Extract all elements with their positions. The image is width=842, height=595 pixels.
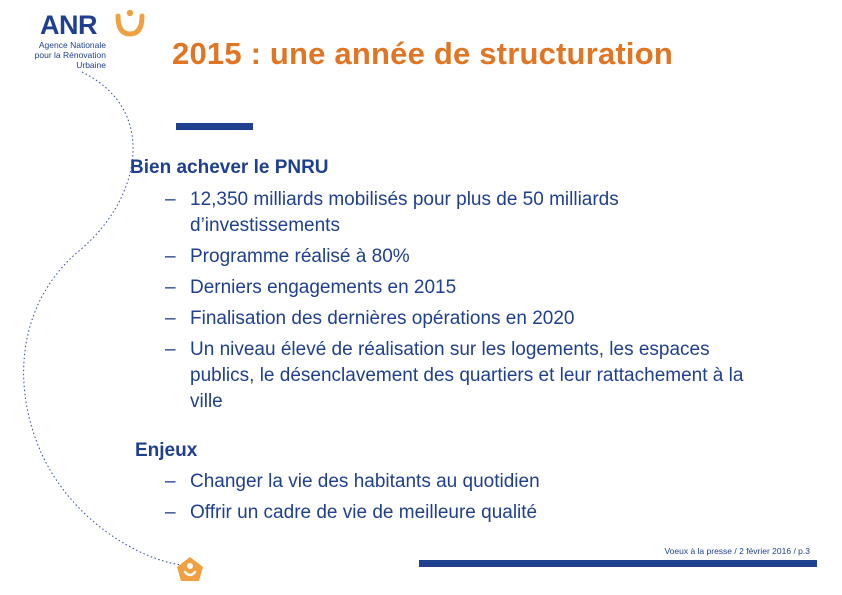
list-item-text: Un niveau élevé de réalisation sur les logements, les espaces publics, le désenclavement des quartiers et leur rattachement à la ville [190,339,744,412]
list-item [165,275,765,301]
section-heading-pnru: Bien achever le PNRU [130,157,329,178]
logo-caption [26,40,106,70]
logo-caption-line: Urbaine [76,60,106,70]
logo-caption-line: Agence Nationale [38,40,106,50]
footer-caption: Voeux à la presse / 2 février 2016 / p.3 [664,546,810,556]
bullet-dash: – [165,308,176,329]
list-item-text: Finalisation des dernières opérations en 2020 [190,308,575,329]
list-item [165,306,765,332]
slide-title: 2015 : une année de structuration [172,36,674,71]
list-item-text: Offrir un cadre de vie de meilleure qualité [190,502,538,523]
svg-text:ANR: ANR [40,10,97,40]
list-item [165,500,765,526]
bullet-dash: – [165,471,176,492]
list-item [165,337,765,415]
bullet-dash: – [165,339,176,360]
list-item-text: Changer la vie des habitants au quotidien [190,471,540,492]
list-item [165,469,765,495]
list-item-text: 12,350 milliards mobilisés pour plus de 50 milliards d’investissements [190,189,619,236]
anru-logo [26,8,146,78]
bullet-dash: – [165,277,176,298]
list-item [165,244,765,270]
bullet-list-pnru [165,187,765,420]
anru-wordmark-logo [40,8,152,40]
bullet-dash: – [165,189,176,210]
bullet-dash: – [165,502,176,523]
logo-caption-line: pour la Rénovation [34,50,106,60]
list-item-text: Programme réalisé à 80% [190,246,410,267]
footer-bar [419,560,817,567]
house-logo-icon [176,556,204,582]
list-item [165,187,765,239]
list-item-text: Derniers engagements en 2015 [190,277,457,298]
title-underline [176,123,253,130]
section-heading-enjeux: Enjeux [135,440,198,461]
bullet-list-enjeux [165,469,765,531]
bullet-dash: – [165,246,176,267]
